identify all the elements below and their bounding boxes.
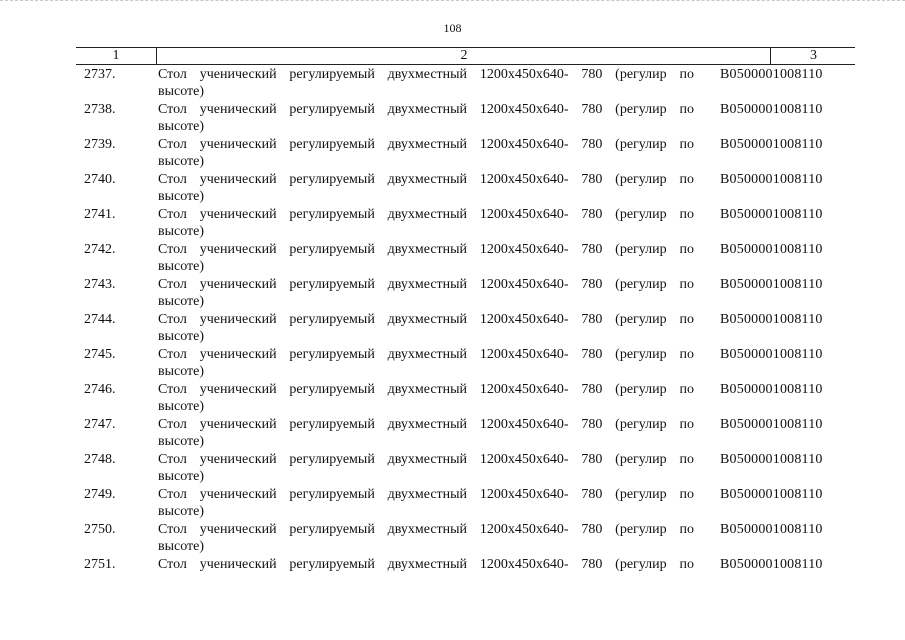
table-row	[0, 486, 905, 521]
table-row	[0, 241, 905, 276]
row-description-line1: Стол ученический регулируемый двухместный 1200х450х640- 780 (регулир по	[158, 312, 694, 327]
page-number: 108	[443, 21, 462, 35]
row-description	[158, 276, 694, 310]
table-row	[0, 101, 905, 136]
row-description-line2: высоте)	[158, 329, 205, 344]
row-description	[158, 486, 694, 520]
row-description-line2: высоте)	[158, 539, 205, 554]
row-description-line2: высоте)	[158, 504, 205, 519]
row-description-line1: Стол ученический регулируемый двухместный 1200х450х640- 780 (регулир по	[158, 102, 694, 117]
row-number: 2737.	[84, 67, 116, 82]
table-row	[0, 66, 905, 101]
row-code: В0500001008110	[720, 382, 823, 397]
row-description	[158, 381, 694, 415]
table-row	[0, 556, 905, 591]
row-description	[158, 416, 694, 450]
row-description-line2: высоте)	[158, 224, 205, 239]
row-number: 2738.	[84, 102, 116, 117]
row-description-line1: Стол ученический регулируемый двухместный 1200х450х640- 780 (регулир по	[158, 207, 694, 222]
row-number: 2739.	[84, 137, 116, 152]
row-description-line1: Стол ученический регулируемый двухместный 1200х450х640- 780 (регулир по	[158, 67, 694, 82]
row-description	[158, 556, 694, 573]
row-number: 2743.	[84, 277, 116, 292]
row-description-line2: высоте)	[158, 469, 205, 484]
row-code: В0500001008110	[720, 277, 823, 292]
row-description	[158, 451, 694, 485]
row-description	[158, 346, 694, 380]
row-description	[158, 311, 694, 345]
row-description-line1: Стол ученический регулируемый двухместный 1200х450х640- 780 (регулир по	[158, 277, 694, 292]
table-row	[0, 416, 905, 451]
table-row	[0, 276, 905, 311]
row-description-line2: высоте)	[158, 434, 205, 449]
row-code: В0500001008110	[720, 557, 823, 572]
row-description-line2: высоте)	[158, 364, 205, 379]
row-description-line1: Стол ученический регулируемый двухместный 1200х450х640- 780 (регулир по	[158, 382, 694, 397]
row-description-line1: Стол ученический регулируемый двухместный 1200х450х640- 780 (регулир по	[158, 242, 694, 257]
header-col-3: 3	[770, 48, 856, 64]
row-number: 2750.	[84, 522, 116, 537]
row-description	[158, 136, 694, 170]
row-number: 2747.	[84, 417, 116, 432]
row-number: 2746.	[84, 382, 116, 397]
table-row	[0, 206, 905, 241]
row-description-line1: Стол ученический регулируемый двухместный 1200х450х640- 780 (регулир по	[158, 522, 694, 537]
row-code: В0500001008110	[720, 172, 823, 187]
row-number: 2742.	[84, 242, 116, 257]
row-code: В0500001008110	[720, 522, 823, 537]
row-description-line2: высоте)	[158, 154, 205, 169]
row-description-line2: высоте)	[158, 119, 205, 134]
row-code: В0500001008110	[720, 452, 823, 467]
table-row	[0, 521, 905, 556]
row-number: 2744.	[84, 312, 116, 327]
table-row	[0, 381, 905, 416]
row-code: В0500001008110	[720, 137, 823, 152]
row-code: В0500001008110	[720, 347, 823, 362]
row-description-line2: высоте)	[158, 294, 205, 309]
table-row	[0, 136, 905, 171]
row-code: В0500001008110	[720, 312, 823, 327]
table-row	[0, 346, 905, 381]
row-number: 2749.	[84, 487, 116, 502]
row-description-line1: Стол ученический регулируемый двухместный 1200х450х640- 780 (регулир по	[158, 417, 694, 432]
table-row	[0, 171, 905, 206]
row-description-line2: высоте)	[158, 84, 205, 99]
row-description-line1: Стол ученический регулируемый двухместный 1200х450х640- 780 (регулир по	[158, 557, 694, 572]
row-code: В0500001008110	[720, 67, 823, 82]
row-number: 2748.	[84, 452, 116, 467]
row-number: 2751.	[84, 557, 116, 572]
scan-edge-marks	[0, 0, 905, 4]
row-description	[158, 101, 694, 135]
row-description	[158, 171, 694, 205]
header-col-2: 2	[156, 48, 771, 64]
row-description	[158, 521, 694, 555]
table-row	[0, 451, 905, 486]
table-header	[76, 47, 855, 65]
table-row	[0, 311, 905, 346]
row-description	[158, 66, 694, 100]
row-number: 2745.	[84, 347, 116, 362]
row-description-line1: Стол ученический регулируемый двухместный 1200х450х640- 780 (регулир по	[158, 347, 694, 362]
row-number: 2741.	[84, 207, 116, 222]
row-description-line1: Стол ученический регулируемый двухместный 1200х450х640- 780 (регулир по	[158, 452, 694, 467]
row-number: 2740.	[84, 172, 116, 187]
row-code: В0500001008110	[720, 102, 823, 117]
row-description-line1: Стол ученический регулируемый двухместный 1200х450х640- 780 (регулир по	[158, 137, 694, 152]
row-description-line2: высоте)	[158, 259, 205, 274]
row-code: В0500001008110	[720, 417, 823, 432]
row-code: В0500001008110	[720, 207, 823, 222]
row-code: В0500001008110	[720, 487, 823, 502]
row-description-line2: высоте)	[158, 189, 205, 204]
row-description-line1: Стол ученический регулируемый двухместный 1200х450х640- 780 (регулир по	[158, 172, 694, 187]
row-description	[158, 206, 694, 240]
row-code: В0500001008110	[720, 242, 823, 257]
row-description-line2: высоте)	[158, 399, 205, 414]
table-body	[0, 66, 905, 591]
row-description	[158, 241, 694, 275]
row-description-line1: Стол ученический регулируемый двухместный 1200х450х640- 780 (регулир по	[158, 487, 694, 502]
header-col-1: 1	[112, 48, 120, 63]
